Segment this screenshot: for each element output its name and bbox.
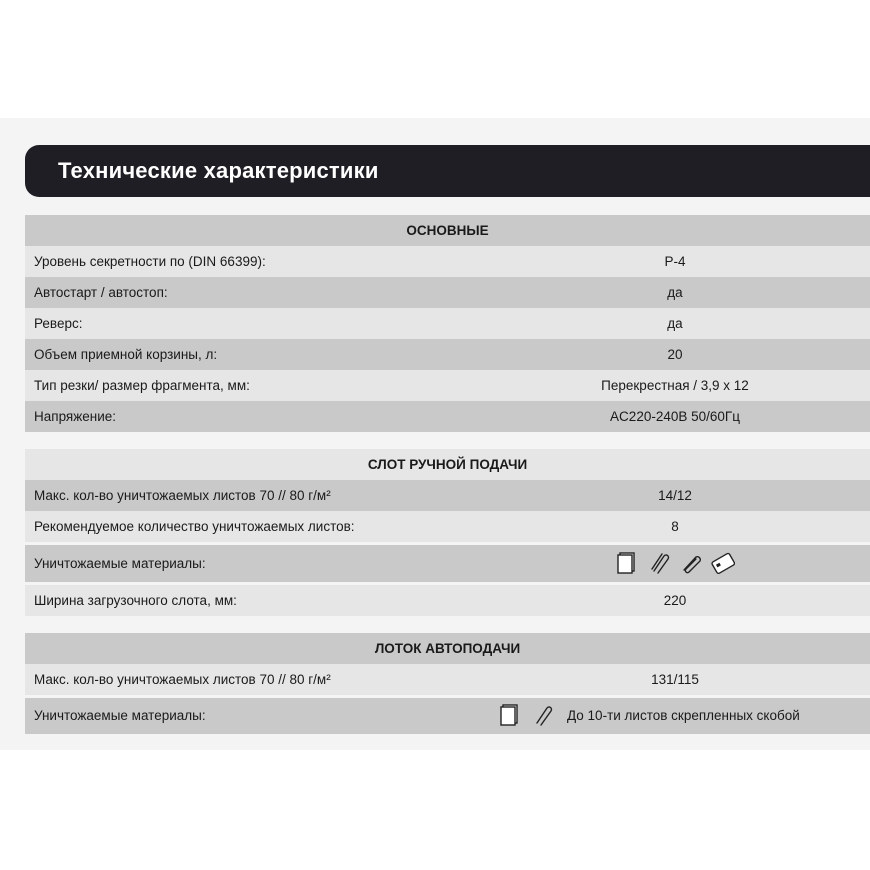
section-title: СЛОТ РУЧНОЙ ПОДАЧИ [367,457,528,472]
row-label: Тип резки/ размер фрагмента, мм: [34,378,250,393]
row-label: Макс. кол-во уничтожаемых листов 70 // 80 г/м² [34,488,331,503]
table-row [25,401,870,432]
section-title: ОСНОВНЫЕ [406,223,489,238]
row-value: 20 [667,347,683,362]
materials-icons [498,703,554,727]
row-label: Реверс: [34,316,83,331]
table-row [25,370,870,401]
section-main-header [25,215,870,246]
staple-icon [679,551,703,575]
row-value: да [667,316,683,331]
row-value: AC220-240B 50/60Гц [610,409,740,424]
row-label: Макс. кол-во уничтожаемых листов 70 // 80 г/м² [34,672,331,687]
table-row [25,585,870,616]
row-value: 220 [663,593,687,608]
table-row [25,308,870,339]
row-value: Р-4 [664,254,686,269]
table-row [25,664,870,695]
row-value: 8 [671,519,679,534]
row-value: 14/12 [658,488,692,503]
section-title: ЛОТОК АВТОПОДАЧИ [374,641,521,656]
row-label: Уничтожаемые материалы: [34,708,206,723]
paper-stack-icon [615,551,639,575]
table-row [25,511,870,542]
table-row [25,277,870,308]
table-row [25,698,870,734]
row-value: Перекрестная / 3,9 х 12 [601,378,749,393]
table-row [25,545,870,582]
materials-note: До 10-ти листов скрепленных скобой [567,708,800,723]
table-row [25,246,870,277]
section-manual-header [25,449,870,480]
section-auto-header [25,633,870,664]
credit-card-icon [711,551,735,575]
materials-icons [615,551,735,575]
row-label: Уровень секретности по (DIN 66399): [34,254,266,269]
page-title: Технические характеристики [58,158,379,183]
row-label: Объем приемной корзины, л: [34,347,218,362]
row-value: да [667,285,683,300]
paper-stack-icon [498,703,522,727]
paper-clip-icon [647,551,671,575]
row-label: Рекомендуемое количество уничтожаемых листов: [34,519,355,534]
header-bar [25,145,870,197]
staple-icon [530,703,554,727]
table-row [25,339,870,370]
table-row [25,480,870,511]
row-label: Ширина загрузочного слота, мм: [34,593,237,608]
row-label: Уничтожаемые материалы: [34,556,206,571]
row-label: Автостарт / автостоп: [34,285,168,300]
row-label: Напряжение: [34,409,117,424]
row-value: 131/115 [651,672,699,687]
